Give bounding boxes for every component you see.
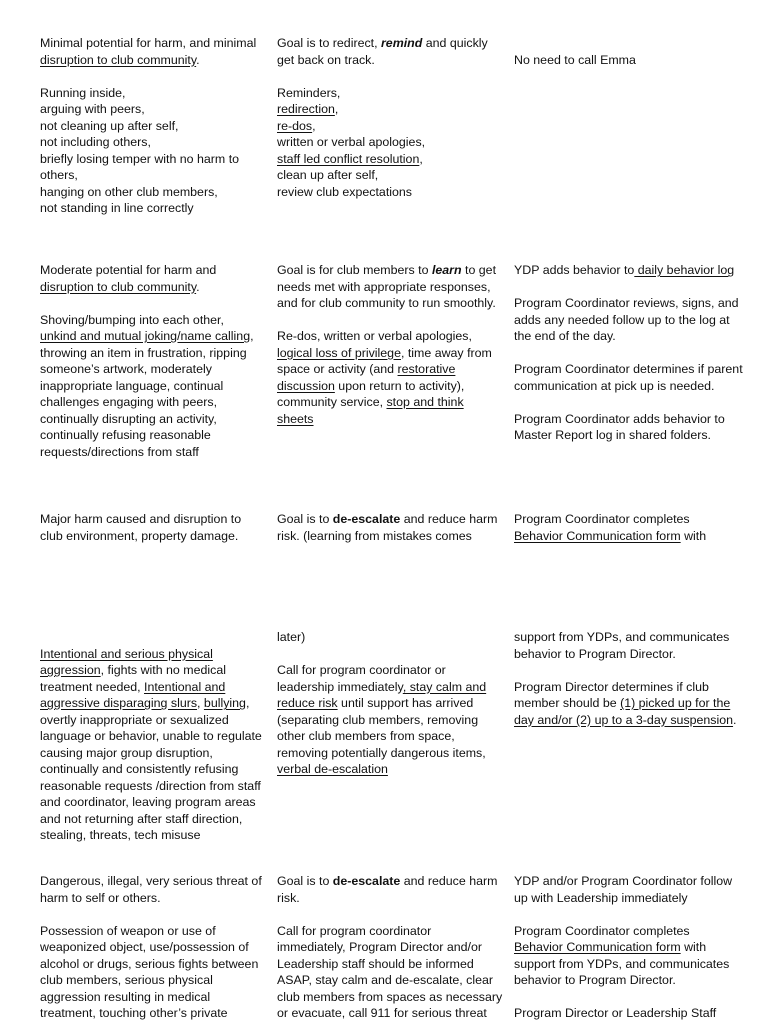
behavior-description (40, 35, 266, 217)
underlined-text: verbal de-escalation (277, 762, 388, 776)
text-run: with (680, 528, 707, 543)
text-run: , overtly inappropriate or sexualized language or behavior, unable to regulate causing major group disruption, continually and consistently refusing reasonable requests /direction from staff and coordinator, leaving program areas and not returning after staff direction, stealing, threats, tech misuse (40, 696, 262, 842)
text-run: upon return to activity), community service, (277, 378, 465, 409)
text-run: . Running inside, arguing with peers, not cleaning up after self, not including others, briefly losing temper with no harm to others, hanging on other club members, not standing in line correctly (40, 52, 240, 215)
text-run: later) Call for program coordinator or leadership immediately (277, 630, 446, 694)
behavior-description (40, 873, 266, 1022)
text-run: . Shoving/bumping into each other, (40, 279, 224, 327)
follow-up (514, 873, 744, 1022)
emphasized-text: remind (380, 36, 423, 50)
text-run: , written or verbal apologies, (277, 118, 426, 149)
follow-up (514, 262, 744, 444)
text-run: , (334, 102, 339, 116)
text-run: Goal is to (277, 874, 333, 888)
staff-response (277, 873, 503, 1022)
emphasized-text: learn (431, 263, 462, 277)
behavior-description (40, 511, 266, 544)
underlined-text: logical loss of privilege (277, 345, 401, 360)
underlined-text: , stay calm and reduce risk (277, 679, 487, 710)
text-run: Minimal potential for harm, and minimal (40, 36, 257, 50)
text-run: Dangerous, illegal, very serious threat of harm to self or others. Possession of weapon or use of weaponized object, use/possession of alcohol or drugs, serious fights between club members, serious physical aggression resulting in medical treatment, touching other’s private (40, 874, 262, 1020)
text-run: and quickly get back on track. Reminders, (277, 36, 488, 100)
text-run: , (197, 696, 204, 710)
text-run: Major harm caused and disruption to club environment, property damage. (40, 512, 242, 543)
underlined-text: disruption to club community (40, 279, 197, 294)
text-run: with support from YDPs, and communicates behavior to Program Director. Program Director or Leadership Staff (514, 940, 730, 1020)
behavior-description (40, 629, 266, 844)
text-run: Goal is to redirect, (277, 36, 381, 50)
text-run: , clean up after self, review club expectations (277, 151, 423, 199)
text-run: YDP and/or Program Coordinator follow up with Leadership immediately Program Coordinator completes (514, 874, 733, 938)
emphasized-text: de-escalate (332, 874, 401, 888)
text-run: support from YDPs, and communicates behavior to Program Director. Program Director determines if club member should be (514, 630, 730, 710)
underlined-text: Behavior Communication form (514, 940, 681, 954)
text-run: , fights with no medical treatment needed, (40, 663, 226, 694)
follow-up (514, 511, 744, 544)
staff-response (277, 511, 503, 544)
underlined-text: staff led conflict resolution (277, 151, 420, 166)
underlined-text: re-dos (277, 118, 313, 133)
text-run: Goal is for club members to (277, 263, 432, 277)
text-run: until support has arrived (separating club members, removing other club members from space, removing potentially dangerous items, (277, 696, 486, 760)
underlined-text: disruption to club community (40, 52, 197, 67)
text-run: Moderate potential for harm and (40, 263, 217, 277)
underlined-text: Intentional and aggressive disparaging slurs (40, 679, 226, 710)
staff-response (277, 629, 503, 778)
underlined-text: (1) picked up for the day and/or (2) up to a 3-day suspension (514, 696, 734, 727)
text-run: . (733, 712, 737, 727)
underlined-text: stop and think sheets (277, 395, 464, 426)
underlined-text: daily behavior log (634, 263, 735, 277)
underlined-text: Intentional and serious physical aggression (40, 646, 213, 677)
emphasized-text: de-escalate (332, 512, 401, 526)
follow-up (514, 629, 744, 728)
text-run: YDP adds behavior to (514, 263, 635, 277)
text-run: No need to call Emma (514, 52, 636, 67)
text-run: and reduce harm risk. Call for program coordinator immediately, Program Director and/or Leadership staff should be informed ASAP, stay calm and de-escalate, clear club members from spaces as necessary or evacuate, call 911 for serious threat (277, 874, 503, 1020)
underlined-text: bullying (203, 696, 246, 710)
text-run: to get needs met with appropriate responses, and for club community to run smoothly. Re-dos, written or verbal apologies, (277, 263, 497, 343)
follow-up (514, 35, 744, 68)
text-run: Goal is to (277, 512, 333, 526)
staff-response (277, 35, 503, 200)
text-run: , throwing an item in frustration, ripping someone’s artwork, moderately inappropriate language, continual challenges engaging with peers, continually disrupting an activity, continually refusing reasonable requests/directions from staff (40, 329, 254, 459)
text-run: and reduce harm risk. (learning from mistakes comes (277, 512, 498, 543)
text-run: , time away from space or activity (and (277, 345, 492, 376)
behavior-description (40, 262, 266, 460)
underlined-text: Behavior Communication form (514, 528, 681, 543)
text-run: Program Coordinator reviews, signs, and adds any needed follow up to the log at the end of the day. Program Coordinator determines if parent communication at pick up is needed. Program Coordinator adds behavior to Master Report log in shared folders. (514, 296, 743, 442)
underlined-text: redirection (277, 102, 335, 116)
text-run: Program Coordinator completes (514, 512, 690, 526)
underlined-text: unkind and mutual joking/name calling (40, 329, 251, 343)
underlined-text: restorative discussion (277, 362, 456, 393)
staff-response (277, 262, 503, 427)
